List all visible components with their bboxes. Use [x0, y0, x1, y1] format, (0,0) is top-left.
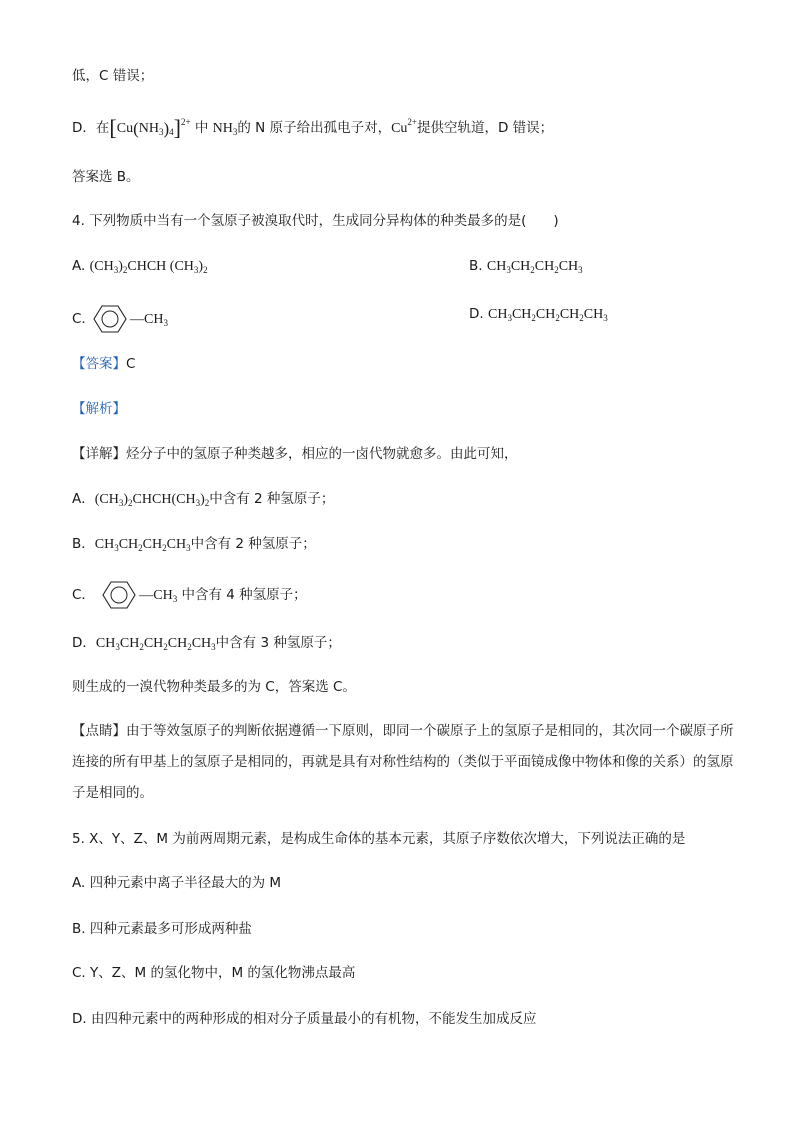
question-5-stem: 5. X、Y、Z、M 为前两周期元素，是构成生命体的基本元素，其原子序数依次增大，下列说法正确的是 [72, 831, 686, 847]
ammonia-formula: $NH_3$ [212, 121, 238, 137]
question-5-option-a: A. 四种元素中离子半径最大的为 M [72, 875, 282, 891]
detail-line: 【详解】烃分子中的氢原子种类越多，相应的一卤代物就愈多。由此可知， [72, 446, 518, 462]
question-4-stem: 4. 下列物质中当有一个氢原子被溴取代时，生成同分异构体的种类最多的是( ) [72, 213, 559, 229]
option-a: A. $(CH_3)_2CHCH$ $(CH_3)_2$ [72, 258, 208, 275]
detail-item-d: D．$CH_3CH_2CH_2CH_2CH_3$中含有 3 种氢原子； [72, 635, 341, 652]
question-5-option-d: D. 由四种元素中的两种形成的相对分子质量最小的有机物，不能发生加成反应 [72, 1011, 537, 1027]
complex-ion-formula: $[Cu(NH_3)_4]^{2+}$ [109, 115, 191, 140]
question-5-option-c: C. Y、Z、M 的氢化物中，M 的氢化物沸点最高 [72, 965, 356, 981]
option-c: C. $—CH_3$ [72, 311, 168, 327]
detail-item-a: A．$(CH_3)_2CHCH(CH_3)_2$中含有 2 种氢原子； [72, 491, 335, 508]
detail-item-b: B．$CH_3CH_2CH_2CH_3$中含有 2 种氢原子； [72, 536, 316, 553]
option-label: D．在 [72, 120, 110, 136]
detail-item-c: C． $—CH_3$ 中含有 4 种氢原子； [72, 580, 734, 610]
question-5-option-b: B. 四种元素最多可形成两种盐 [72, 921, 252, 937]
answer-line: 【答案】C [72, 356, 136, 372]
benzene-ring-icon [99, 580, 139, 610]
copper-ion-formula: $Cu^{2+}$ [391, 117, 417, 136]
note-paragraph: 【点睛】由于等效氢原子的判断依据遵循一下原则，即同一个碳原子上的氢原子是相同的，其次同一个碳原子所连接的所有甲基上的氢原子是相同的，再就是具有对称性结构的（类似于平面镜成像中物体和像的关系）的氢原子是相同的。 [72, 723, 734, 801]
question-4-options-cd [72, 304, 734, 334]
analysis-tag: 【解析】 [72, 401, 126, 417]
option-b: B. $CH_3CH_2CH_2CH_3$ [469, 258, 583, 275]
note-tag: 【点睛】 [72, 723, 126, 739]
conclusion-line: 则生成的一溴代物种类最多的为 C，答案选 C。 [72, 679, 356, 695]
analysis-line [72, 399, 734, 419]
answer-tag: 【答案】 [72, 356, 126, 372]
detail-tag: 【详解】 [72, 446, 126, 462]
text-line: 答案选 B。 [72, 169, 140, 185]
benzene-ring-icon [90, 304, 130, 334]
text-line [72, 66, 734, 86]
text-line: D．在$[Cu(NH_3)_4]^{2+}$ 中 $NH_3$的 N 原子给出孤电子对，$Cu^{2+}$提供空轨道，D 错误； [72, 115, 554, 140]
option-d: D. $CH_3CH_2CH_2CH_2CH_3$ [469, 306, 608, 323]
question-4-options-ab [72, 256, 734, 277]
paragraph-text: 低，C 错误； [72, 68, 154, 84]
